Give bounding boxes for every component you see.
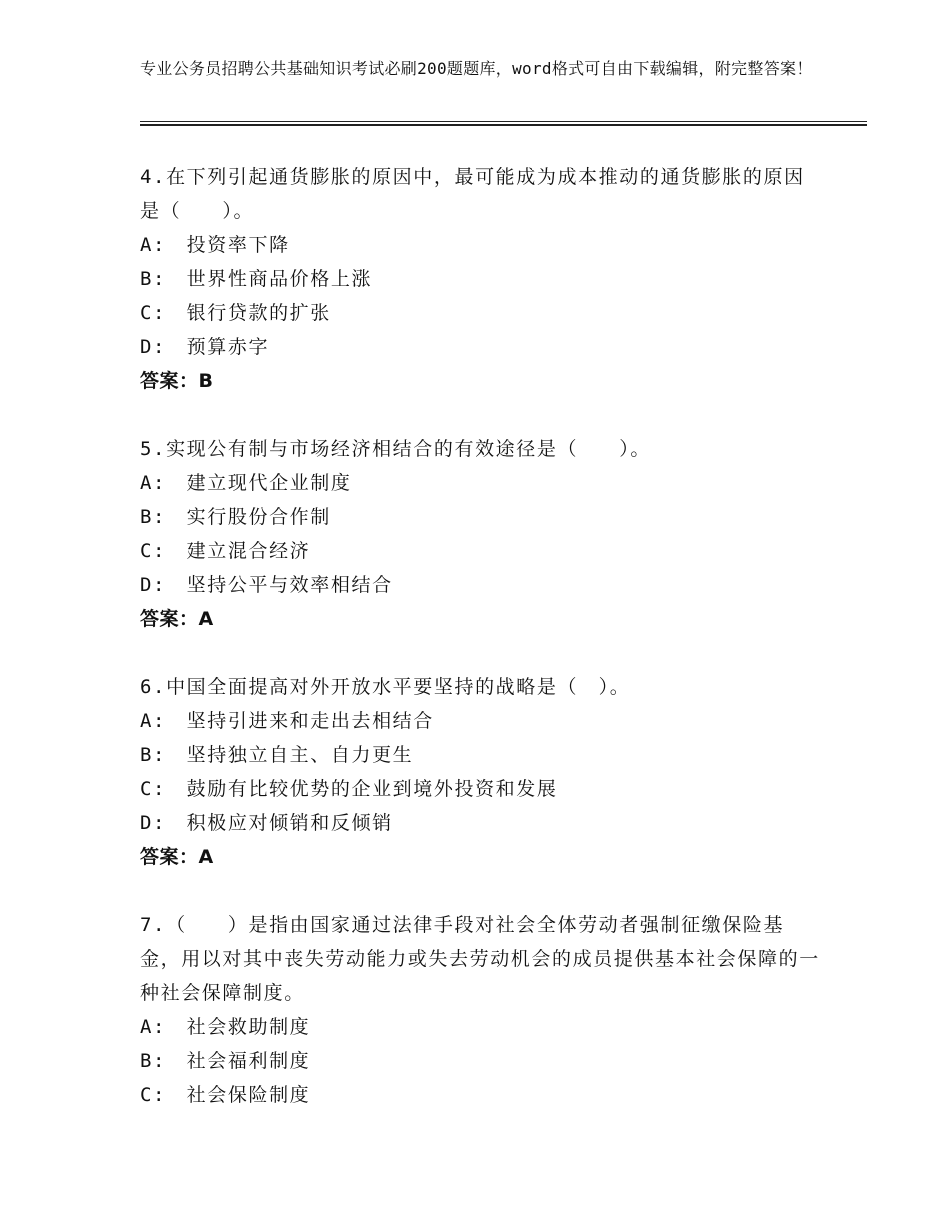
answer-label: 答案：A	[140, 846, 214, 868]
option-d: D: 预算赤字	[140, 336, 270, 358]
option-c: C: 社会保险制度	[140, 1084, 311, 1106]
option-b: B: 社会福利制度	[140, 1050, 311, 1072]
question-5	[140, 432, 820, 636]
document-header: 专业公务员招聘公共基础知识考试必刷200题题库，word格式可自由下载编辑，附完整答案！	[140, 59, 813, 78]
question-text: 6.中国全面提高对外开放水平要坚持的战略是（ ）。	[140, 676, 631, 698]
option-a: A: 投资率下降	[140, 234, 290, 256]
option-a: A: 建立现代企业制度	[140, 472, 352, 494]
answer-label: 答案：A	[140, 608, 214, 630]
option-a: A: 坚持引进来和走出去相结合	[140, 710, 434, 732]
option-c: C: 银行贷款的扩张	[140, 302, 331, 324]
question-6	[140, 670, 820, 874]
question-7	[140, 908, 820, 1112]
question-4	[140, 160, 820, 398]
question-text: 4.在下列引起通货膨胀的原因中，最可能成为成本推动的通货膨胀的原因是（ ）。	[140, 166, 805, 222]
question-text: 5.实现公有制与市场经济相结合的有效途径是（ ）。	[140, 438, 651, 460]
option-c: C: 鼓励有比较优势的企业到境外投资和发展	[140, 778, 558, 800]
option-d: D: 积极应对倾销和反倾销	[140, 812, 393, 834]
header-divider-thin	[140, 121, 867, 122]
option-b: B: 世界性商品价格上涨	[140, 268, 373, 290]
answer-label: 答案：B	[140, 370, 214, 392]
question-text: 7.（ ）是指由国家通过法律手段对社会全体劳动者强制征缴保险基金，用以对其中丧失劳动能力或失去劳动机会的成员提供基本社会保障的一种社会保障制度。	[140, 914, 820, 1004]
option-d: D: 坚持公平与效率相结合	[140, 574, 393, 596]
option-b: B: 坚持独立自主、自力更生	[140, 744, 414, 766]
option-b: B: 实行股份合作制	[140, 506, 331, 528]
header-divider-thick	[140, 124, 867, 126]
option-a: A: 社会救助制度	[140, 1016, 311, 1038]
question-list	[140, 160, 820, 1146]
option-c: C: 建立混合经济	[140, 540, 311, 562]
